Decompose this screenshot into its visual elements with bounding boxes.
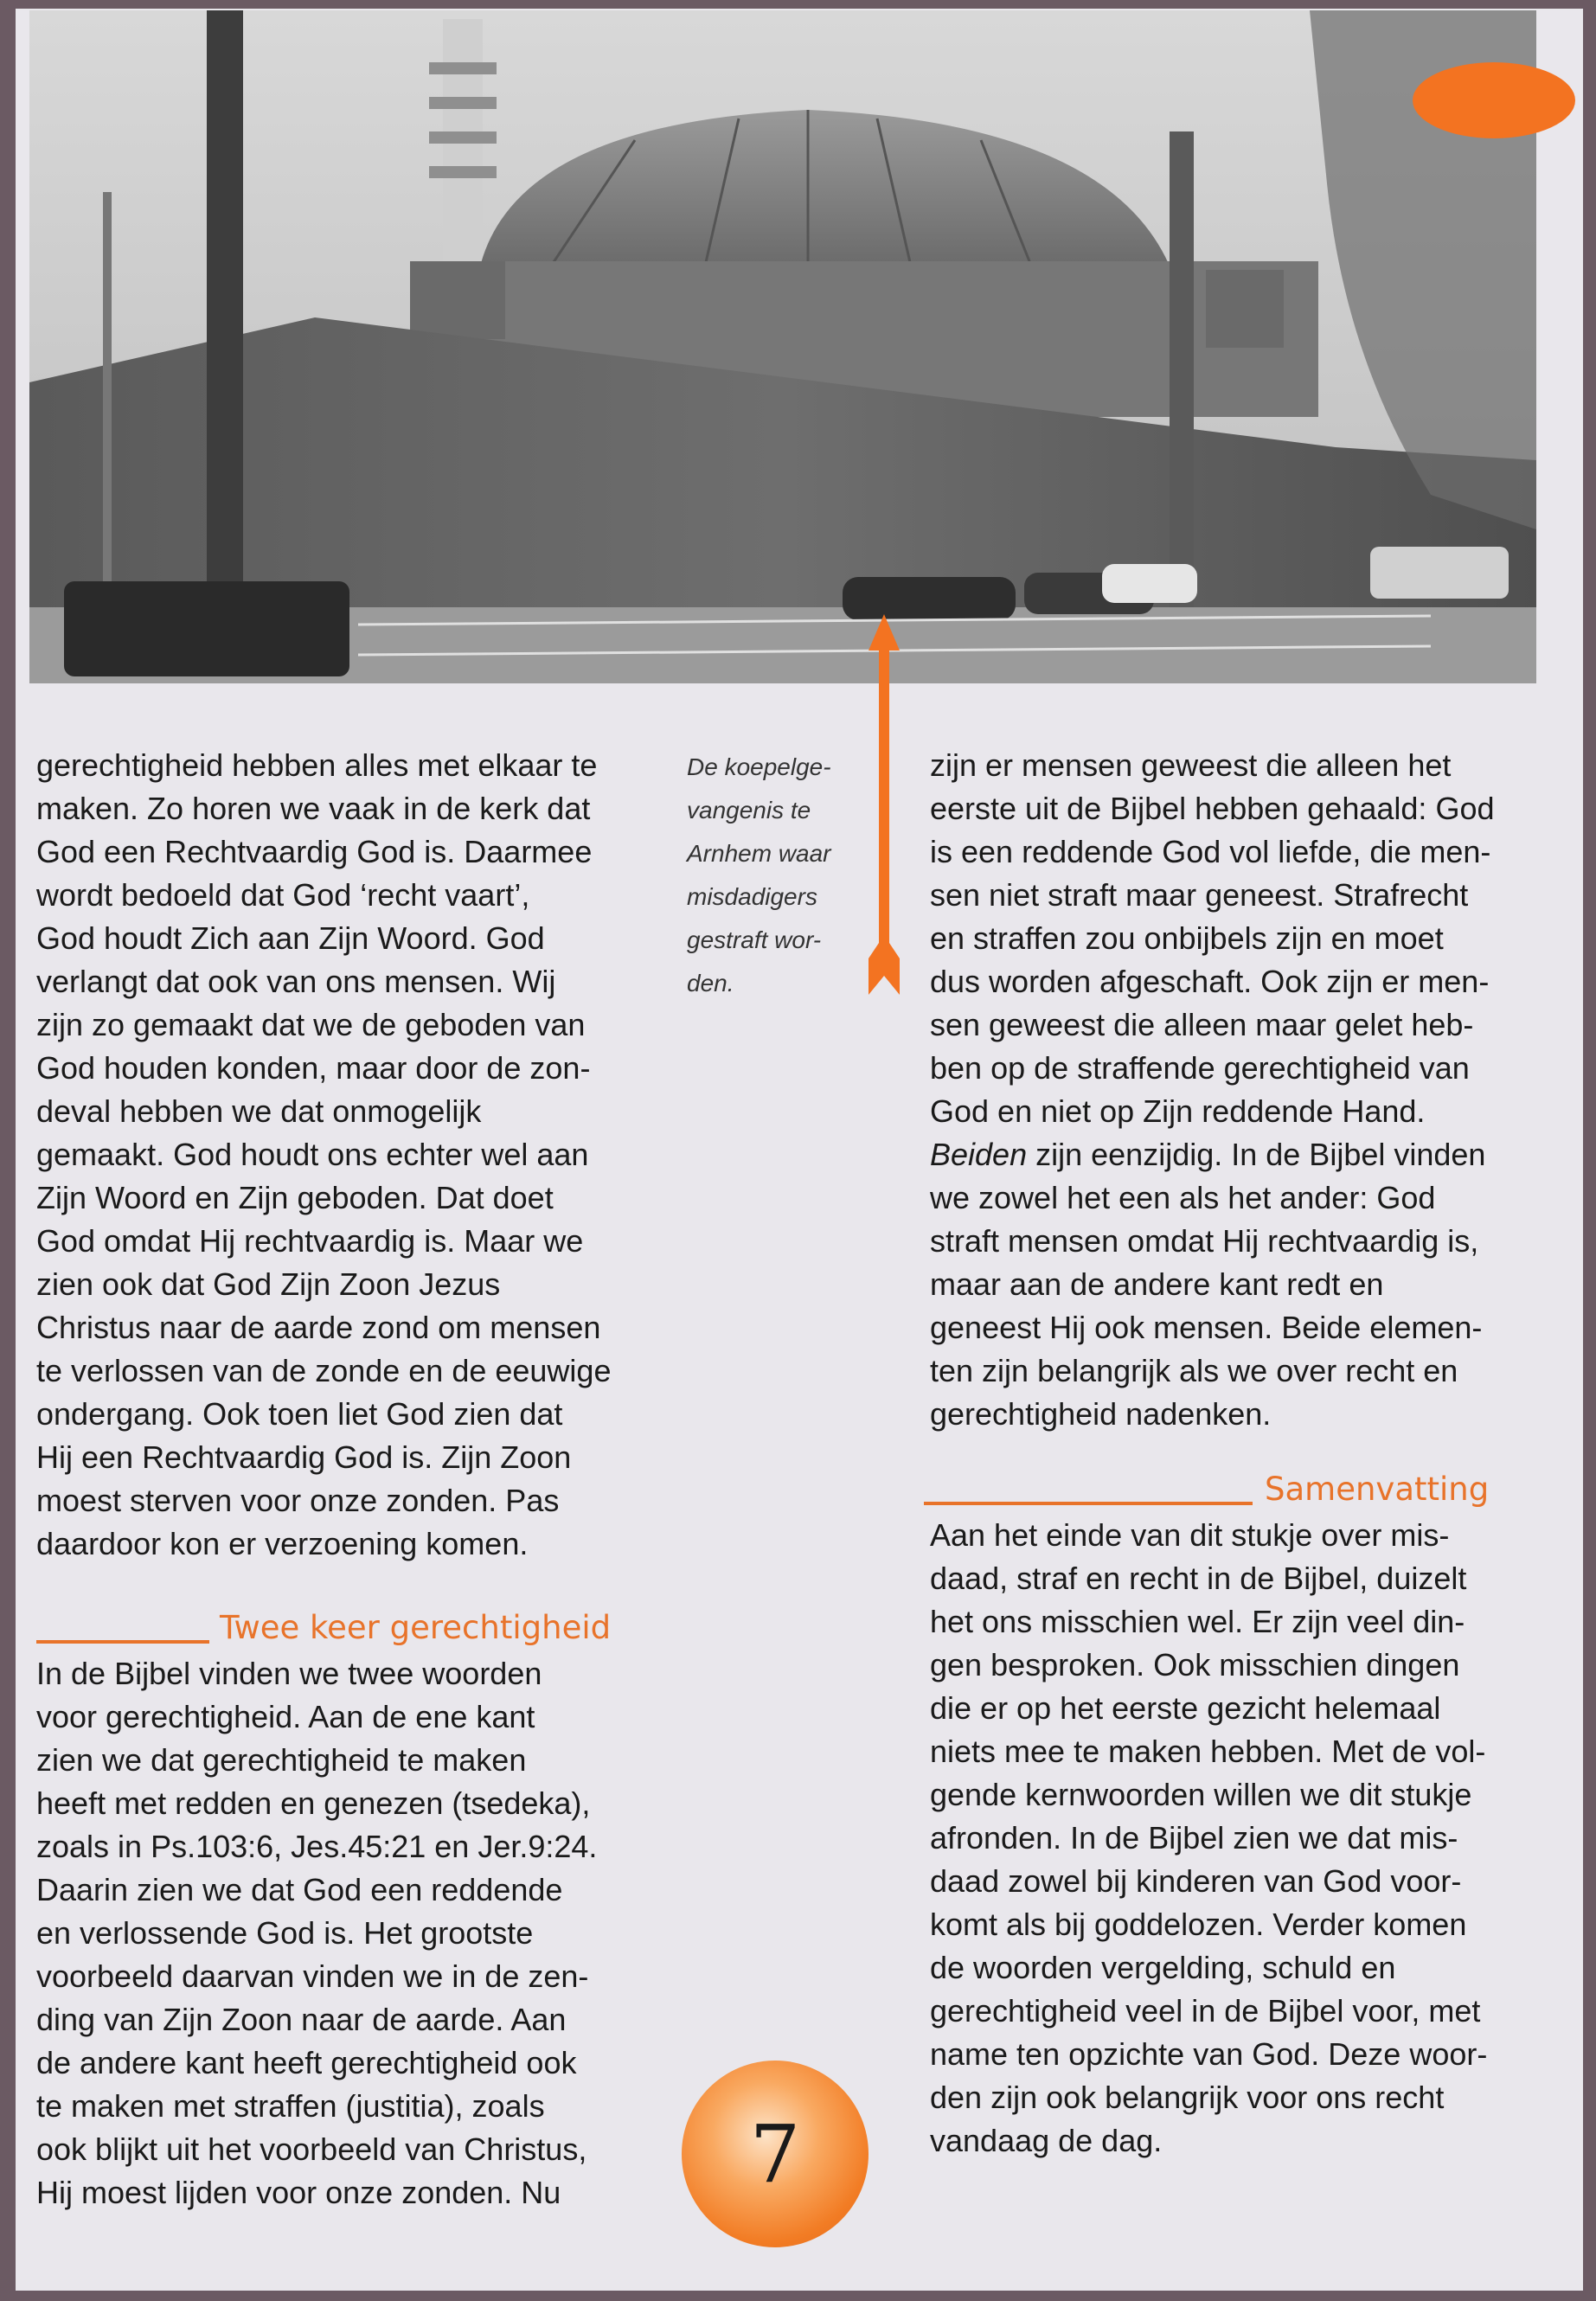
text-line: wordt bedoeld dat God ‘recht vaart’, — [36, 877, 530, 913]
text-line: gerechtigheid hebben alles met elkaar te — [36, 747, 598, 783]
caption-line: misdadigers — [687, 883, 817, 910]
text-line: vandaag de dag. — [930, 2123, 1163, 2158]
text-line: ondergang. Ook toen liet God zien dat — [36, 1396, 563, 1432]
text-line: afronden. In de Bijbel zien we dat mis- — [930, 1820, 1458, 1856]
text-line: en straffen zou onbijbels zijn en moet — [930, 920, 1444, 956]
page-number-badge — [682, 2061, 869, 2247]
right-column-section-2 — [930, 1514, 1487, 2163]
text-line: den zijn ook belangrijk voor ons recht — [930, 2080, 1445, 2115]
text-line: sen niet straft maar geneest. Strafrecht — [930, 877, 1469, 913]
text-line: zien we dat gerechtigheid te maken — [36, 1742, 527, 1778]
caption-line: gestraft wor- — [687, 926, 822, 953]
text-line: voor gerechtigheid. Aan de ene kant — [36, 1699, 535, 1734]
text-line: geneest Hij ook mensen. Beide elemen- — [930, 1310, 1483, 1345]
heading-rule — [36, 1640, 209, 1644]
text-line: deval hebben we dat onmogelijk — [36, 1093, 482, 1129]
orange-oval-decoration — [1413, 62, 1575, 138]
left-column — [36, 744, 611, 1566]
magazine-page — [16, 9, 1583, 2291]
text-line: eerste uit de Bijbel hebben gehaald: God — [930, 791, 1495, 826]
text-line: Aan het einde van dit stukje over mis- — [930, 1517, 1450, 1553]
text-line: God en niet op Zijn reddende Hand. — [930, 1093, 1426, 1129]
text-line: gerechtigheid nadenken. — [930, 1396, 1272, 1432]
text-line: Hij een Rechtvaardig God is. Zijn Zoon — [36, 1439, 572, 1475]
left-column-section-2 — [36, 1652, 597, 2214]
text-line: Daarin zien we dat God een reddende — [36, 1872, 563, 1907]
text-fragment: zijn eenzijdig. In de Bijbel vinden — [1027, 1137, 1486, 1172]
text-line: ten zijn belangrijk als we over recht en — [930, 1353, 1458, 1388]
text-line: God houden konden, maar door de zon- — [36, 1050, 591, 1086]
text-line: Zijn Woord en Zijn geboden. Dat doet — [36, 1180, 554, 1215]
caption-line: vangenis te — [687, 797, 811, 824]
caption-line: den. — [687, 970, 734, 997]
text-line: Christus naar de aarde zond om mensen — [36, 1310, 601, 1345]
text-line: die er op het eerste gezicht helemaal — [930, 1690, 1441, 1726]
photo-caption — [687, 746, 831, 1005]
text-line: maken. Zo horen we vaak in de kerk dat — [36, 791, 591, 826]
text-line: ben op de straffende gerechtigheid van — [930, 1050, 1470, 1086]
caption-line: Arnhem waar — [687, 840, 831, 867]
text-line: gemaakt. God houdt ons echter wel aan — [36, 1137, 589, 1172]
text-line: In de Bijbel vinden we twee woorden — [36, 1656, 542, 1691]
text-line: daad zowel bij kinderen van God voor- — [930, 1863, 1462, 1899]
text-line: is een reddende God vol liefde, die men- — [930, 834, 1491, 869]
right-column — [930, 744, 1494, 1436]
text-line: te maken met straffen (justitia), zoals — [36, 2088, 545, 2124]
koepelgevangenis-photo-icon — [29, 10, 1536, 683]
text-line: moest sterven voor onze zonden. Pas — [36, 1483, 560, 1518]
text-line: gerechtigheid veel in de Bijbel voor, met — [930, 1993, 1481, 2029]
text-line: sen geweest die alleen maar gelet heb- — [930, 1007, 1474, 1042]
text-line: zijn er mensen geweest die alleen het — [930, 747, 1452, 783]
heading-samenvatting: Samenvatting — [1265, 1471, 1490, 1508]
text-line: straft mensen omdat Hij rechtvaardig is, — [930, 1223, 1479, 1259]
page-number: 7 — [749, 2107, 801, 2201]
caption-line: De koepelge- — [687, 753, 831, 780]
text-line: te verlossen van de zonde en de eeuwige — [36, 1353, 612, 1388]
text-line: zijn zo gemaakt dat we de geboden van — [36, 1007, 586, 1042]
text-line: Hij moest lijden voor onze zonden. Nu — [36, 2175, 561, 2210]
text-line: zien ook dat God Zijn Zoon Jezus — [36, 1266, 501, 1302]
text-line: de andere kant heeft gerechtigheid ook — [36, 2045, 577, 2080]
text-line: God houdt Zich aan Zijn Woord. God — [36, 920, 545, 956]
text-line: we zowel het een als het ander: God — [930, 1180, 1436, 1215]
text-line: zoals in Ps.103:6, Jes.45:21 en Jer.9:24. — [36, 1829, 598, 1864]
text-line: komt als bij goddelozen. Verder komen — [930, 1907, 1467, 1942]
text-line: God omdat Hij rechtvaardig is. Maar we — [36, 1223, 584, 1259]
beiden-emphasis: Beiden — [930, 1137, 1028, 1172]
text-line: gen besproken. Ook misschien dingen — [930, 1647, 1460, 1682]
text-line: daardoor kon er verzoening komen. — [36, 1526, 529, 1561]
text-line: gende kernwoorden willen we dit stukje — [930, 1777, 1472, 1812]
prison-dome-photo — [29, 10, 1536, 683]
text-line — [930, 1133, 1494, 1176]
text-line: ook blijkt uit het voorbeeld van Christus, — [36, 2131, 587, 2167]
text-line: de woorden vergelding, schuld en — [930, 1950, 1396, 1985]
text-line: het ons misschien wel. Er zijn veel din- — [930, 1604, 1465, 1639]
heading-rule — [924, 1502, 1253, 1505]
text-line: verlangt dat ook van ons mensen. Wij — [36, 964, 556, 999]
text-line: daad, straf en recht in de Bijbel, duizelt — [930, 1561, 1467, 1596]
text-line: maar aan de andere kant redt en — [930, 1266, 1384, 1302]
text-line: heeft met redden en genezen (tsedeka), — [36, 1785, 591, 1821]
text-line: ding van Zijn Zoon naar de aarde. Aan — [36, 2002, 567, 2037]
text-line: en verlossende God is. Het grootste — [36, 1915, 534, 1951]
text-line: niets mee te maken hebben. Met de vol- — [930, 1734, 1486, 1769]
text-line: dus worden afgeschaft. Ook zijn er men- — [930, 964, 1490, 999]
heading-twee-keer-gerechtigheid: Twee keer gerechtigheid — [220, 1609, 612, 1646]
text-line: voorbeeld daarvan vinden we in de zen- — [36, 1958, 589, 1994]
arrow-up-icon — [867, 614, 901, 995]
text-line: God een Rechtvaardig God is. Daarmee — [36, 834, 593, 869]
text-line: name ten opzichte van God. Deze woor- — [930, 2036, 1488, 2072]
